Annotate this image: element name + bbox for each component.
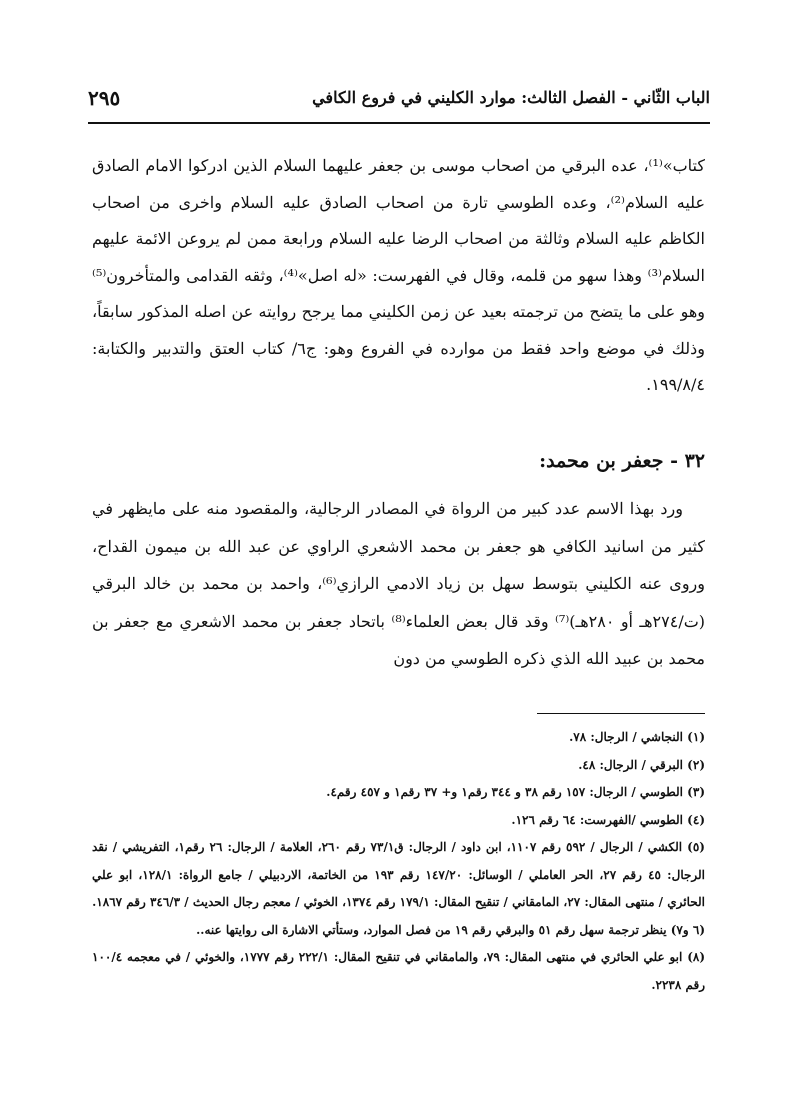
section-paragraph: ورد بهذا الاسم عدد كبير من الرواة في المصادر الرجالية، والمقصود منه على مايظهر في كثير من اسانيد الكافي هو جعفر بن محمد الاشعري الراوي عن عبد الله بن ميمون القداح، وروى عنه الكليني بتوسط سهل بن زياد الادمي الرازي⁽⁶⁾، واحمد بن محمد بن خالد البرقي (ت/٢٧٤هـ أو ٢٨٠هـ)⁽⁷⁾ وقد قال بعض العلماء⁽⁸⁾ باتحاد جعفر بن محمد الاشعري مع جعفر بن محمد بن عبيد الله الذي ذكره الطوسي من دون: [92, 499, 706, 668]
page-header: [88, 82, 710, 124]
footnote-4: (٤) الطوسي /الفهرست: ٦٤ رقم ١٢٦.: [511, 812, 705, 827]
section-heading: ٣٢ - جعفر بن محمد:: [539, 450, 705, 472]
footnote-5: (٥) الكشي / الرجال / ٥٩٢ رقم ١١٠٧، ابن داود / الرجال: ق٧٣/١ رقم ٢٦٠، العلامة / الرجال: ٢٦ رقم١، التفريشي / نقد الرجال: ٤٥ رقم ٢٧، الحر العاملي / الوسائل: ١٤٧/٢٠ رقم ١٩٣ من الخاتمة، الاردبيلي / جامع الرواة: ١٢٨/١، ابو علي الحائري / منتهى المقال: ٢٧، المامقاني / تنقيح المقال: ١٧٩/١ رقم ١٣٧٤، الخوئي / معجم رجال الحديث / ٣٤٦/٣ رقم ١٨٦٧.: [92, 840, 706, 909]
footnote-2: (٢) البرقي / الرجال: ٤٨.: [578, 757, 705, 772]
page-number: ٢٩٥: [88, 86, 121, 110]
footnote-separator: [537, 713, 705, 714]
footnote-1: (١) النجاشي / الرجال: ٧٨.: [569, 730, 705, 744]
section-body: [92, 490, 705, 678]
running-title: الباب الثّاني - الفصل الثالث: موارد الكليني في فروع الكافي: [312, 88, 710, 107]
footnote-8: (٨) ابو علي الحائري في منتهى المقال: ٧٩، والمامقاني في تنقيح المقال: ٢٢٢/١ رقم ١٧٧٧، والخوئي / في معجمه ١٠٠/٤ رقم ٢٢٣٨.: [92, 950, 706, 992]
intro-section: [92, 148, 705, 404]
intro-paragraph: كتاب»⁽¹⁾، عده البرقي من اصحاب موسى بن جعفر عليهما السلام الذين ادركوا الامام الصادق عليه السلام⁽²⁾، وعده الطوسي تارة من اصحاب الصادق عليه السلام واخرى من اصحاب الكاظم عليه السلام وثالثة من اصحاب الرضا عليه السلام ورابعة ممن لم يروعن الائمة عليهم السلام⁽³⁾ وهذا سهو من قلمه، وقال في الفهرست: «له اصل»⁽⁴⁾، وثقه القدامى والمتأخرون⁽⁵⁾ وهو على ما يتضح من ترجمته بعيد عن زمن الكليني مما يرجح روايته عن اصله المذكور سابقاً، وذلك في موضع واحد فقط من موارده في الفروع وهو: ج٦/ كتاب العتق والتدبير والكتابة: ١٩٩/٨/٤.: [92, 156, 706, 394]
footnotes: [92, 724, 705, 999]
footnote-3: (٣) الطوسي / الرجال: ١٥٧ رقم ٣٨ و ٣٤٤ رقم١ و+ ٣٧ رقم١ و ٤٥٧ رقم٤.: [326, 785, 705, 799]
footnote-6-7: (٦ و٧) ينظر ترجمة سهل رقم ٥١ والبرقي رقم ١٩ من فصل الموارد، وستأتي الاشارة الى روايتها عنه..: [196, 922, 705, 937]
